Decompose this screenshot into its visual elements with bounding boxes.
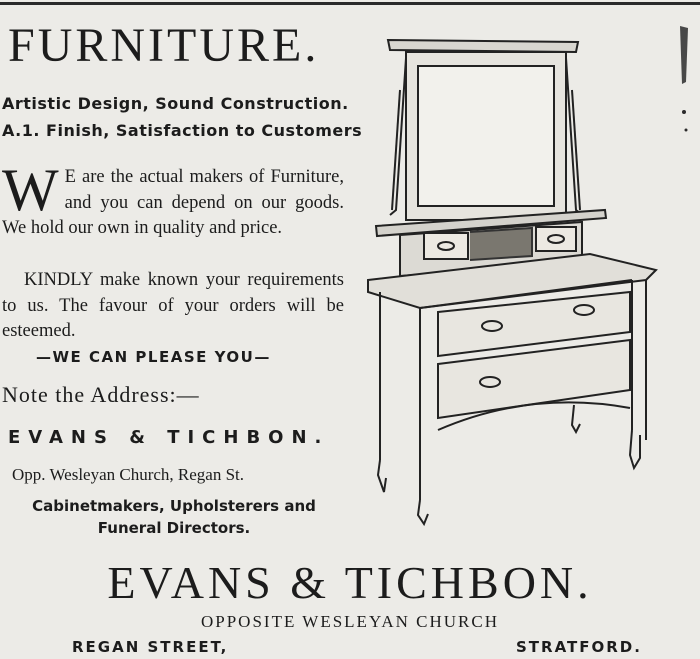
- footer-street: REGAN STREET,: [72, 638, 229, 656]
- footer-firm-name: EVANS & TICHBON.: [107, 557, 593, 608]
- headline: FURNITURE.: [8, 19, 320, 72]
- tagline-line-2: A.1. Finish, Satisfaction to Customers: [2, 121, 363, 140]
- address-note: Note the Address:—: [2, 382, 200, 407]
- footer-town: STRATFORD.: [516, 638, 642, 656]
- paragraph-makers: [2, 157, 344, 242]
- drop-cap: W: [2, 157, 59, 223]
- tagline-line-1: Artistic Design, Sound Construction.: [2, 94, 349, 113]
- firm-name: EVANS & TICHBON.: [8, 427, 330, 448]
- top-border-rule: [0, 2, 700, 5]
- paragraph-makers-text: E are the actual makers of Furniture, and you can depend on our goods. We hold our own in quality and price.: [2, 167, 344, 238]
- footer-church-line: OPPOSITE WESLEYAN CHURCH: [201, 612, 499, 631]
- slogan: —WE CAN PLEASE YOU—: [36, 348, 271, 366]
- dressing-table-illustration: [360, 30, 670, 530]
- paragraph-kindly: KINDLY make known your requirements to us. The favour of your orders will be esteemed.: [2, 270, 344, 341]
- margin-blemish: [672, 22, 696, 142]
- location-line: Opp. Wesleyan Church, Regan St.: [12, 465, 245, 484]
- trades-line: Cabinetmakers, Upholsterers and Funeral Directors.: [32, 497, 316, 537]
